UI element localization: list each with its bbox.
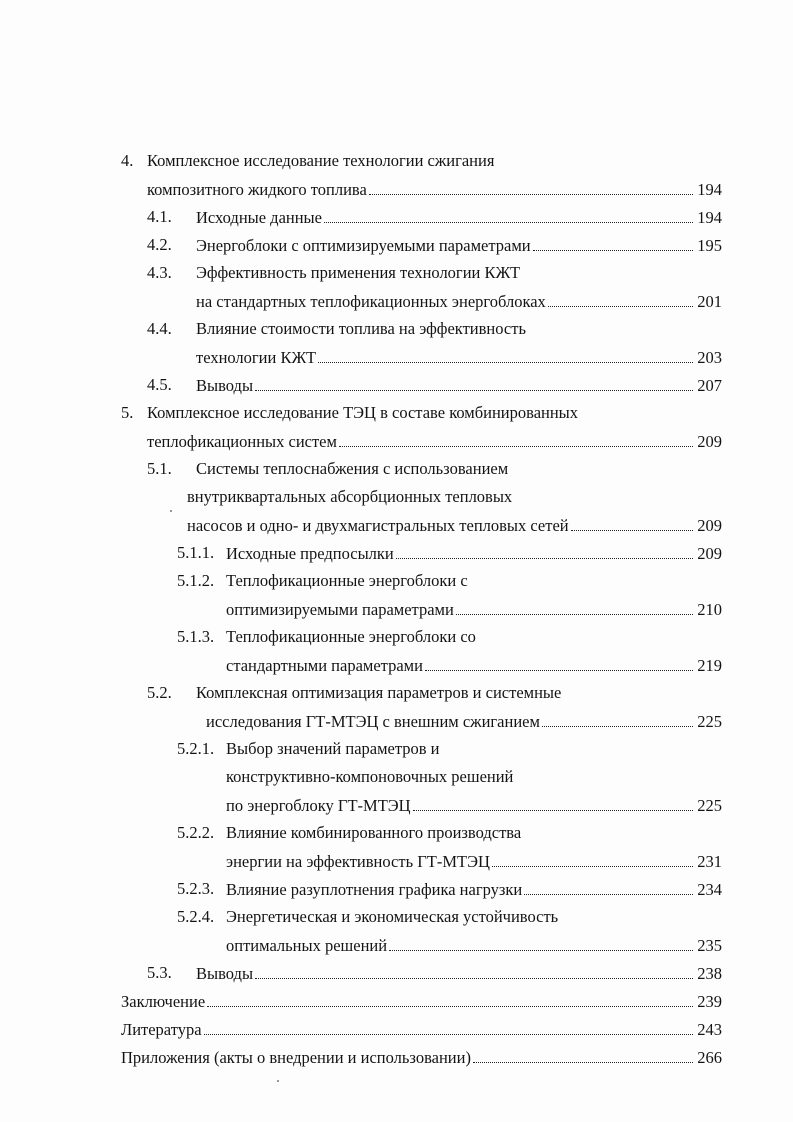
toc-title: Влияние стоимости топлива на эффективность	[196, 319, 526, 338]
toc-title: внутриквартальных абсорбционных тепловых	[187, 487, 513, 506]
scan-speck	[277, 1080, 279, 1082]
dot-leader	[204, 1017, 693, 1035]
toc-title: Теплофикационные энергоблоки со	[226, 627, 476, 646]
dot-leader	[542, 709, 693, 727]
toc-title: оптимизируемыми параметрами	[226, 600, 454, 619]
toc-page-number: 195	[697, 236, 722, 255]
dot-leader	[492, 849, 693, 867]
toc-title: исследования ГТ-МТЭЦ с внешним сжиганием	[206, 712, 540, 731]
toc-title: оптимальных решений	[226, 936, 388, 955]
toc-page-number: 266	[697, 1048, 722, 1067]
toc-number: 5.3.	[147, 963, 172, 982]
scan-speck	[170, 510, 172, 512]
toc-page-number: 194	[697, 180, 722, 199]
toc-page-number: 194	[697, 208, 722, 227]
toc-title: Системы теплоснабжения с использованием	[196, 459, 509, 478]
toc-title: Энергоблоки с оптимизируемыми параметрами	[196, 236, 531, 255]
dot-leader	[324, 205, 693, 223]
toc-number: 4.4.	[147, 319, 172, 338]
dot-leader	[339, 429, 693, 447]
toc-title: Влияние комбинированного производства	[226, 823, 522, 842]
dot-leader	[369, 177, 693, 195]
toc-title: Комплексная оптимизация параметров и системные	[196, 683, 562, 702]
toc-title: Заключение	[121, 992, 206, 1011]
dot-leader	[389, 933, 693, 951]
toc-page-number: 207	[697, 376, 722, 395]
toc-title: Комплексное исследование технологии сжигания	[147, 151, 495, 170]
toc-title: Эффективность применения технологии КЖТ	[196, 263, 521, 282]
toc-page-number: 225	[697, 712, 722, 731]
dot-leader	[425, 653, 693, 671]
toc-number: 5.2.	[147, 683, 172, 702]
toc-title: стандартными параметрами	[226, 656, 423, 675]
toc-number: 5.1.2.	[177, 571, 215, 590]
dot-leader	[255, 373, 693, 391]
toc-title: Литература	[121, 1020, 202, 1039]
toc-number: 5.	[121, 403, 134, 422]
toc-page-number: 238	[697, 964, 722, 983]
toc-title: Выбор значений параметров и	[226, 739, 440, 758]
dot-leader	[524, 877, 693, 895]
dot-leader	[533, 233, 693, 251]
toc-page-number: 234	[697, 880, 722, 899]
toc-number: 4.2.	[147, 235, 172, 254]
toc-title: на стандартных теплофикационных энергоблоках	[196, 292, 546, 311]
toc-page-number: 243	[697, 1020, 722, 1039]
toc-title: Приложения (акты о внедрении и использовании)	[121, 1048, 471, 1067]
toc-number: 5.1.1.	[177, 543, 215, 562]
toc-page-number: 209	[697, 432, 722, 451]
toc-number: 5.1.3.	[177, 627, 215, 646]
toc-title: Комплексное исследование ТЭЦ в составе комбинированных	[147, 403, 579, 422]
toc-title: Выводы	[196, 376, 254, 395]
toc-title: Исходные данные	[196, 208, 322, 227]
dot-leader	[318, 345, 693, 363]
toc-title: энергии на эффективность ГТ-МТЭЦ	[226, 852, 490, 871]
dot-leader	[571, 513, 693, 531]
toc-title: технологии КЖТ	[196, 348, 317, 367]
toc-number: 5.2.4.	[177, 907, 215, 926]
toc-title: композитного жидкого топлива	[147, 180, 367, 199]
toc-title: конструктивно-компоновочных решений	[226, 767, 514, 786]
toc-title: Теплофикационные энергоблоки с	[226, 571, 468, 590]
toc-title: насосов и одно- и двухмагистральных тепловых сетей	[187, 516, 569, 535]
dot-leader	[207, 989, 693, 1007]
toc-title: Энергетическая и экономическая устойчивость	[226, 907, 559, 926]
toc-page-number: 210	[697, 600, 722, 619]
toc-number: 4.1.	[147, 207, 172, 226]
toc-number: 5.2.1.	[177, 739, 215, 758]
toc-number: 5.1.	[147, 459, 172, 478]
toc-number: 4.5.	[147, 375, 172, 394]
dot-leader	[255, 961, 693, 979]
dot-leader	[456, 597, 693, 615]
toc-title: по энергоблоку ГТ-МТЭЦ	[226, 796, 411, 815]
toc-title: Выводы	[196, 964, 254, 983]
toc-page-number: 219	[697, 656, 722, 675]
toc-page-number: 231	[697, 852, 722, 871]
dot-leader	[396, 541, 693, 559]
toc-title: Исходные предпосылки	[226, 544, 394, 563]
toc-title: Влияние разуплотнения графика нагрузки	[226, 880, 523, 899]
toc-number: 4.	[121, 151, 134, 170]
toc-number: 4.3.	[147, 263, 172, 282]
toc-page-number: 209	[697, 544, 722, 563]
toc-page-number: 225	[697, 796, 722, 815]
toc-page-number: 209	[697, 516, 722, 535]
dot-leader	[413, 793, 693, 811]
dot-leader	[473, 1045, 693, 1063]
dot-leader	[548, 289, 693, 307]
toc-page-number: 203	[697, 348, 722, 367]
toc-title: теплофикационных систем	[147, 432, 337, 451]
toc-number: 5.2.3.	[177, 879, 215, 898]
toc-page-number: 201	[697, 292, 722, 311]
toc-number: 5.2.2.	[177, 823, 215, 842]
toc-page-number: 239	[697, 992, 722, 1011]
toc-page-number: 235	[697, 936, 722, 955]
